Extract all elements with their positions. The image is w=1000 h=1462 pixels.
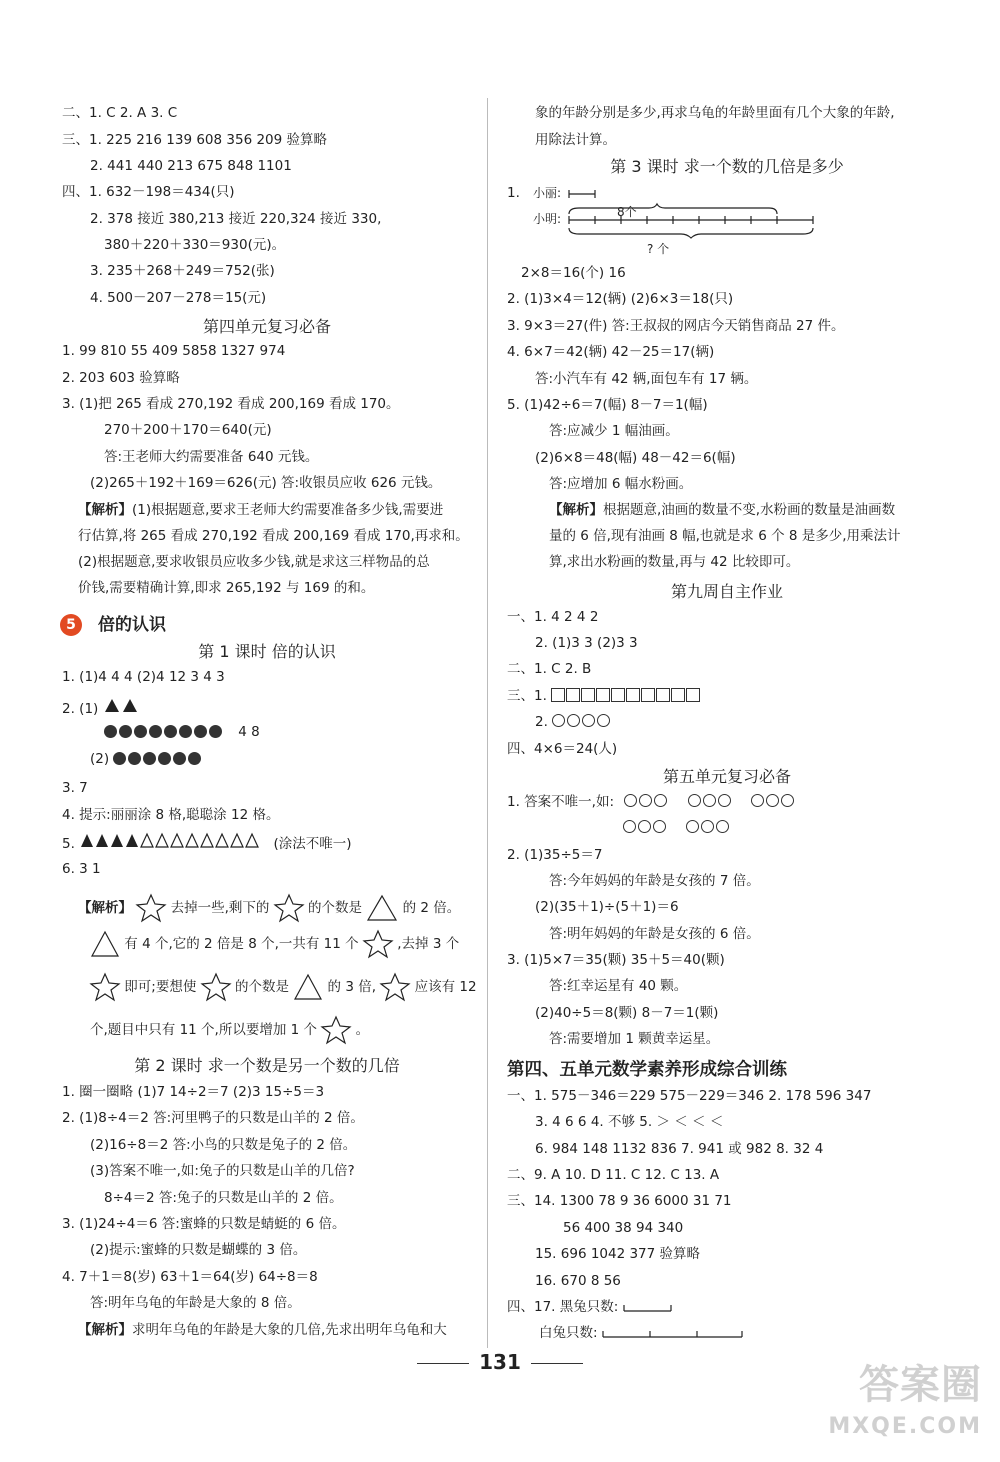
answer-line [535,713,612,731]
answer-line: 4. 提示:丽丽涂 8 格,聪聪涂 12 格。 [62,807,280,823]
answer-line: 16. 670 8 56 [535,1273,621,1289]
answer-line: 答:明年乌龟的年龄是大象的 8 倍。 [90,1295,301,1311]
answer-line: (2)6×8＝48(幅) 48－42＝6(幅) [535,450,736,466]
star-icon [136,893,166,923]
answer-label: 5. [62,836,75,852]
answer-line: 二、9. A 10. D 11. C 12. C 13. A [507,1167,720,1183]
answer-line: 3. 235＋268＋249＝752(张) [90,263,275,279]
circles-group-icon [624,794,669,810]
answer-line: 一、1. 4 2 4 2 [507,609,599,625]
answer-values: 4 8 [238,724,260,740]
triangle-icon [90,930,120,958]
circles-group-icon [751,794,796,810]
answer-line [507,687,701,705]
diagram-label: 小丽: [533,186,562,200]
analysis-line: 量的 6 倍,现有油画 8 幅,也就是求 6 个 8 是多少,用乘法计 [549,528,901,544]
analysis-line: 价钱,需要精确计算,即求 265,192 与 169 的和。 [78,580,375,596]
answer-line: 2. (1)3×4＝12(辆) (2)6×3＝18(只) [507,291,734,307]
analysis-text: 的 3 倍, [327,979,377,995]
answer-line: 3. 4 6 6 4. 不够 5. ＞ ＜ ＜ ＜ [535,1114,724,1130]
page-number: 131 [0,1350,1000,1374]
answer-label: 1. 答案不唯一,如: [507,794,615,810]
answer-label: 三、1. [507,688,547,704]
answer-line: 2. (1)3 3 (2)3 3 [535,635,638,651]
segment-bar-black [623,1299,673,1313]
analysis-text: 即可;要想使 [124,979,197,995]
triangle-icon [366,894,398,922]
triangles-row-icon [79,832,269,848]
answer-line: 2. 203 603 验算略 [62,370,180,386]
watermark-logo [828,1364,982,1448]
analysis-text: 去掉一些,剩下的 [170,900,270,916]
star-icon [380,972,410,1002]
answer-line: 答:小汽车有 42 辆,面包车有 17 辆。 [535,371,758,387]
lesson-title: 第 1 课时 倍的认识 [198,642,336,661]
answer-line: 56 400 38 94 340 [563,1220,684,1236]
analysis-line [90,972,477,1002]
answer-line: (2)265＋192＋169＝626(元) 答:收银员应收 626 元钱。 [90,475,442,491]
answer-line: (3)答案不唯一,如:兔子的只数是山羊的几倍? [90,1163,355,1179]
diagram-label: 小明: [533,212,562,226]
section-title: 第五单元复习必备 [662,767,791,786]
answer-line: 4. 6×7＝42(辆) 42－25＝17(辆) [507,344,715,360]
answer-line [507,793,796,811]
answer-line: 一、1. 575－346＝229 575－229＝346 2. 178 596 347 [507,1088,872,1104]
squares-row-icon [551,688,701,704]
answer-line: 四、1. 632－198＝434(只) [62,184,235,200]
answer-line: 2. (1)35÷5＝7 [507,847,603,863]
analysis-line [549,501,895,519]
answer-line: 3. 9×3＝27(件) 答:王叔叔的网店今天销售商品 27 件。 [507,318,845,334]
answer-line: 15. 696 1042 377 验算略 [535,1246,701,1262]
answer-label: (2) [90,751,110,767]
analysis-line [90,929,459,959]
answer-line [62,697,143,718]
answer-label: 2. (1) [62,701,99,717]
answer-line: 3. (1)把 265 看成 270,192 看成 200,169 看成 170。 [62,396,400,412]
watermark-text: 答案圈 [859,1362,982,1408]
analysis-text: 有 4 个,它的 2 倍是 8 个,一共有 11 个 [124,936,359,952]
answer-line: 1. 99 810 55 409 5858 1327 974 [62,343,286,359]
answer-line: (2)(35＋1)÷(5＋1)＝6 [535,899,679,915]
lesson-title: 第 3 课时 求一个数的几倍是多少 [610,157,844,176]
answer-line: (2)16÷8＝2 答:小鸟的只数是兔子的 2 倍。 [90,1137,357,1153]
analysis-text: 应该有 12 [414,979,477,995]
circles-row-icon [552,714,612,730]
answer-line: 答:明年妈妈的年龄是女孩的 6 倍。 [549,926,760,942]
answer-line: 三、14. 1300 78 9 36 6000 31 71 [507,1193,732,1209]
answer-line: 答:需要增加 1 颗黄幸运星。 [549,1031,720,1047]
analysis-line: (2)根据题意,要求收银员应收多少钱,就是求这三样物品的总 [78,554,430,570]
circles-group-icon [688,794,733,810]
circles-group-icon [623,820,668,836]
answer-line: 3. 7 [62,780,88,796]
answer-line [104,723,260,741]
answer-line: 6. 984 148 1132 836 7. 941 或 982 8. 32 4 [535,1141,824,1157]
answer-line [90,750,203,768]
answer-line: 答:红幸运星有 40 颗。 [549,978,688,994]
triangle-icon [293,973,323,1001]
analysis-line: 行估算,将 265 看成 270,192 看成 200,169 看成 170,再求和。 [78,528,469,544]
answer-line: 380＋220＋330＝930(元)。 [104,237,286,253]
answer-line: 3. (1)5×7＝35(颗) 35＋5＝40(颗) [507,952,725,968]
watermark-url: MXQE.COM [828,1414,982,1439]
section-title-large: 第四、五单元数学素养形成综合训练 [507,1060,787,1080]
star-icon [274,893,304,923]
circles-group-icon [686,820,731,836]
answer-line: 2. 378 接近 380,213 接近 220,324 接近 330, [90,211,382,227]
unit-number-badge: 5 [60,614,82,636]
analysis-text: 的个数是 [234,979,289,995]
analysis-text: 。 [355,1022,370,1038]
answer-line: 二、1. C 2. A 3. C [62,105,178,121]
analysis-line [90,1015,369,1045]
answer-line: 答:王老师大约需要准备 640 元钱。 [104,449,319,465]
star-icon [363,929,393,959]
answer-label: 2. [535,714,548,730]
analysis-tag: 【解析】 [549,502,603,518]
answer-line: (2)提示:蜜蜂的只数是蝴蝶的 3 倍。 [90,1242,307,1258]
analysis-line: 算,求出水粉画的数量,再与 42 比较即可。 [549,554,800,570]
analysis-tag: 【解析】 [78,900,132,916]
answer-line: 四、4×6＝24(人) [507,741,618,757]
answer-line: 答:今年妈妈的年龄是女孩的 7 倍。 [549,873,760,889]
answer-line [539,1324,744,1342]
unit-title: 倍的认识 [98,615,166,635]
answer-line: 8÷4＝2 答:兔子的只数是山羊的 2 倍。 [104,1190,343,1206]
answer-line: 答:应减少 1 幅油画。 [549,423,679,439]
unit-heading [60,610,166,636]
dots-filled-icon [104,724,224,740]
answer-line: 3. (1)24÷4＝6 答:蜜蜂的只数是蜻蜓的 6 倍。 [62,1216,346,1232]
answer-line [507,1298,673,1316]
triangles-filled-icon [103,697,143,713]
answer-line [623,819,731,837]
answer-label: 白兔只数: [539,1325,598,1341]
segment-diagram [569,188,829,244]
diagram-label: 8个 [617,205,637,219]
lesson-title: 第 2 课时 求一个数是另一个数的几倍 [134,1056,400,1075]
diagram-label: ? 个 [647,242,670,256]
analysis-text: ,去掉 3 个 [397,936,460,952]
segment-bar-white [602,1325,744,1339]
analysis-tag: 【解析】 [78,1322,132,1338]
answer-line: 4. 7＋1＝8(岁) 63＋1＝64(岁) 64÷8＝8 [62,1269,318,1285]
answer-line: 2×8＝16(个) 16 [521,265,626,281]
dots-filled-icon [113,751,203,767]
analysis-text: 的 2 倍。 [402,900,461,916]
analysis-text: 个,题目中只有 11 个,所以要增加 1 个 [90,1022,318,1038]
star-icon [201,972,231,1002]
answer-line: 三、1. 225 216 139 608 356 209 验算略 [62,132,328,148]
section-title: 第九周自主作业 [670,582,783,601]
analysis-text: 求明年乌龟的年龄是大象的几倍,先求出明年乌龟和大 [132,1322,447,1338]
column-divider [487,98,488,1348]
analysis-line [78,501,443,519]
analysis-text: 的个数是 [307,900,362,916]
answer-line: 2. (1)8÷4＝2 答:河里鸭子的只数是山羊的 2 倍。 [62,1110,364,1126]
analysis-line: 象的年龄分别是多少,再求乌龟的年龄里面有几个大象的年龄, [535,105,895,121]
answer-line: 1. (1)4 4 4 (2)4 12 3 4 3 [62,669,225,685]
answer-line: 1. 圈一圈略 (1)7 14÷2＝7 (2)3 15÷5＝3 [62,1084,325,1100]
star-icon [90,972,120,1002]
analysis-text: (1)根据题意,要求王老师大约需要准备多少钱,需要进 [132,502,444,518]
star-icon [321,1015,351,1045]
analysis-line [78,893,460,923]
answer-note: (涂法不唯一) [273,836,352,852]
section-title: 第四单元复习必备 [202,317,331,336]
answer-line [62,832,352,853]
analysis-tag: 【解析】 [78,502,132,518]
answer-line: 6. 3 1 [62,861,101,877]
answer-label: 四、17. 黑兔只数: [507,1299,619,1315]
answer-line: 2. 441 440 213 675 848 1101 [90,158,292,174]
answer-line: 1. [507,185,520,201]
analysis-text: 根据题意,油画的数量不变,水粉画的数量是油画数 [603,502,896,518]
answer-line: 270＋200＋170＝640(元) [104,422,272,438]
answer-line: 5. (1)42÷6＝7(幅) 8－7＝1(幅) [507,397,708,413]
analysis-line [78,1321,447,1339]
answer-line: 答:应增加 6 幅水粉画。 [549,476,693,492]
answer-line: 二、1. C 2. B [507,661,592,677]
answer-line: (2)40÷5＝8(颗) 8－7＝1(颗) [535,1005,719,1021]
answer-line: 4. 500－207－278＝15(元) [90,290,267,306]
analysis-line: 用除法计算。 [535,132,616,148]
